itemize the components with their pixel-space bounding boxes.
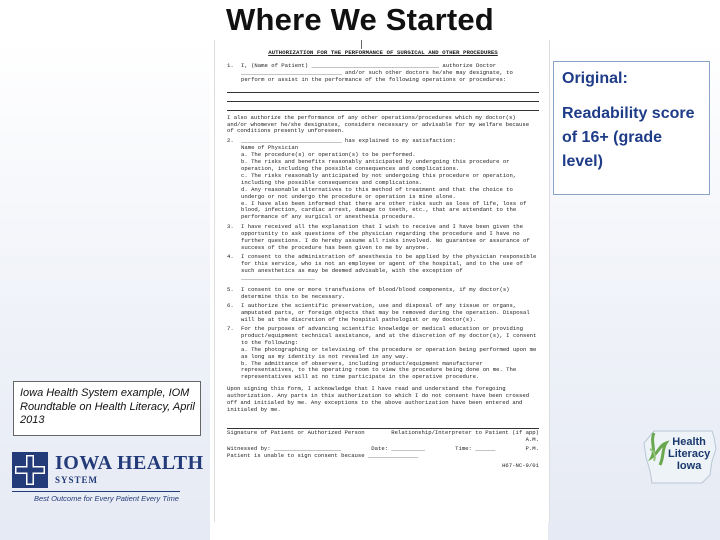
logo-line: Health: [672, 436, 706, 448]
physician-label: Name of Physician: [241, 144, 299, 152]
list-item: d. Any reasonable alternatives to this method of treatment and that the choice to undergo or not undergo the procedure or operation is mine alone.: [241, 185, 513, 200]
logo-line: Literacy: [668, 448, 711, 460]
consent-form-scan: [214, 40, 550, 522]
section-number: 2.: [227, 137, 234, 145]
list-item: a. The photographing or televising of the procedure or operation being performed upon me as long as my identity is not revealed in any way.: [241, 345, 537, 360]
source-note-box: [13, 381, 201, 436]
section-text: I, (Name of Patient) ______________________________________ authorize Doctor ______________________________ and/or such other doctors he/she may designate, to perform or assist in the performance of the following operations or procedures:: [241, 61, 513, 83]
list-item: c. The risks reasonably anticipated by not undergoing this procedure or operation, including the possible consequences and complications.: [241, 171, 517, 186]
form-section-7: [227, 326, 539, 347]
callout-title: Original:: [562, 70, 628, 87]
am-label: A.M.: [525, 435, 539, 443]
relationship-label: Relationship/Interpreter to Patient (if app): [391, 428, 539, 436]
logo-line: Iowa: [676, 460, 702, 472]
list-item: b. The risks and benefits reasonably anticipated by undergoing this procedure or operation, including the possible consequences and complications.: [241, 158, 510, 172]
section-text: For the purposes of advancing scientific knowledge or medical education or providing product/equipment technical assistance, and at the discretion of my doctor(s), I consent to the following:: [241, 325, 537, 346]
form-section-5: [227, 287, 539, 301]
section-text: I consent to the administration of anesthesia to be applied by the physician responsible for this service, who is not an employee or agent of the hospital, and to the use of such anesthetics as may be deemed advisable, with the exception of ______________________: [241, 252, 537, 281]
slide-title: Where We Started: [226, 2, 494, 37]
section-number: 1.: [227, 61, 234, 69]
list-item: a. The procedure(s) or operation(s) to be performed.: [241, 151, 416, 159]
section-text: I consent to one or more transfusions of blood/blood components, if my doctor(s) determine this to be necessary.: [241, 286, 510, 301]
iowa-health-logo-sub: SYSTEM: [55, 475, 99, 485]
iowa-health-logo-name: IOWA HEALTH: [55, 452, 204, 474]
form-number: H67-NC-9/01: [502, 461, 539, 469]
section-number: 3.: [227, 223, 234, 231]
health-literacy-iowa-logo: [668, 436, 710, 472]
form-section-1: [227, 63, 539, 84]
form-section-3: [227, 224, 539, 252]
list-item: e. I have also been informed that there are other risks such as loss of life, loss of blood, infection, cardiac arrest, damage to teeth, etc., that are attendant to the performance of any surgical or anesthesia procedure.: [241, 199, 527, 221]
time-label: Time: ______: [455, 444, 496, 452]
form-heading: AUTHORIZATION FOR THE PERFORMANCE OF SURGICAL AND OTHER PROCEDURES: [268, 49, 498, 56]
witness-label: Witnessed by: ____________________: [227, 444, 342, 452]
source-note-text: Iowa Health System example, IOM Roundtable on Health Literacy, April 2013: [20, 387, 195, 426]
section-number: 6.: [227, 302, 234, 310]
signature-row: [227, 428, 539, 437]
callout-body: Readability score of 16+ (grade level): [562, 105, 695, 170]
unable-to-sign-label: Patient is unable to sign consent because _______________: [227, 451, 419, 459]
section-text: I have received all the explanation that I wish to receive and I have been given the opportunity to ask questions of the physician regarding the procedure and I have no further questions. I do hereby assume all risks involved. No guarantee or assurance of success of the procedure has been given to me by anyone.: [241, 223, 530, 251]
signature-label: Signature of Patient or Authorized Person: [227, 428, 365, 436]
section-number: 4.: [227, 252, 234, 260]
blank-line: [227, 95, 539, 102]
section-number: 5.: [227, 286, 234, 294]
blank-line: [227, 86, 539, 93]
form-section-4: [227, 254, 539, 282]
form-paragraph: I also authorize the performance of any other operations/procedures which my doctor(s) and/or whomever he/she designates, considers necessary or advisable for my welfare because of conditions presently unforeseen.: [227, 113, 530, 135]
section-text: ______________________________ has explained to my satisfaction:: [241, 137, 456, 145]
readability-callout: [553, 61, 710, 195]
iowa-health-cross-icon: [12, 452, 48, 488]
blank-line: [227, 104, 539, 111]
logo-divider: [12, 491, 180, 492]
form-section-6: [227, 303, 539, 324]
section-text: I authorize the scientific preservation, use and disposal of any tissue or organs, amputated parts, or foreign objects that may be removed during the operation. Disposal will be at the discretion of the hospital pathologist or my doctor(s).: [241, 302, 530, 324]
iowa-health-tagline: Best Outcome for Every Patient Every Time: [34, 494, 179, 503]
section-number: 7.: [227, 325, 234, 332]
closing-paragraph: Upon signing this form, I acknowledge that I have read and understand the foregoing authorization. Any parts in this authorization to which I do not consent have been crossed off and initialed by me. Any exceptions to the above authorization have been entered and initialed by me.: [227, 385, 530, 413]
scan-mark: [361, 40, 362, 49]
date-label: Date: __________: [371, 444, 425, 452]
list-item: b. The admittance of observers, including product/equipment manufacturer representatives, to the operating room to view the procedure being done on me. The representatives will at no time participate in the operative procedure.: [241, 359, 517, 381]
pm-label: P.M.: [525, 444, 539, 452]
consent-form-body: [227, 50, 539, 469]
